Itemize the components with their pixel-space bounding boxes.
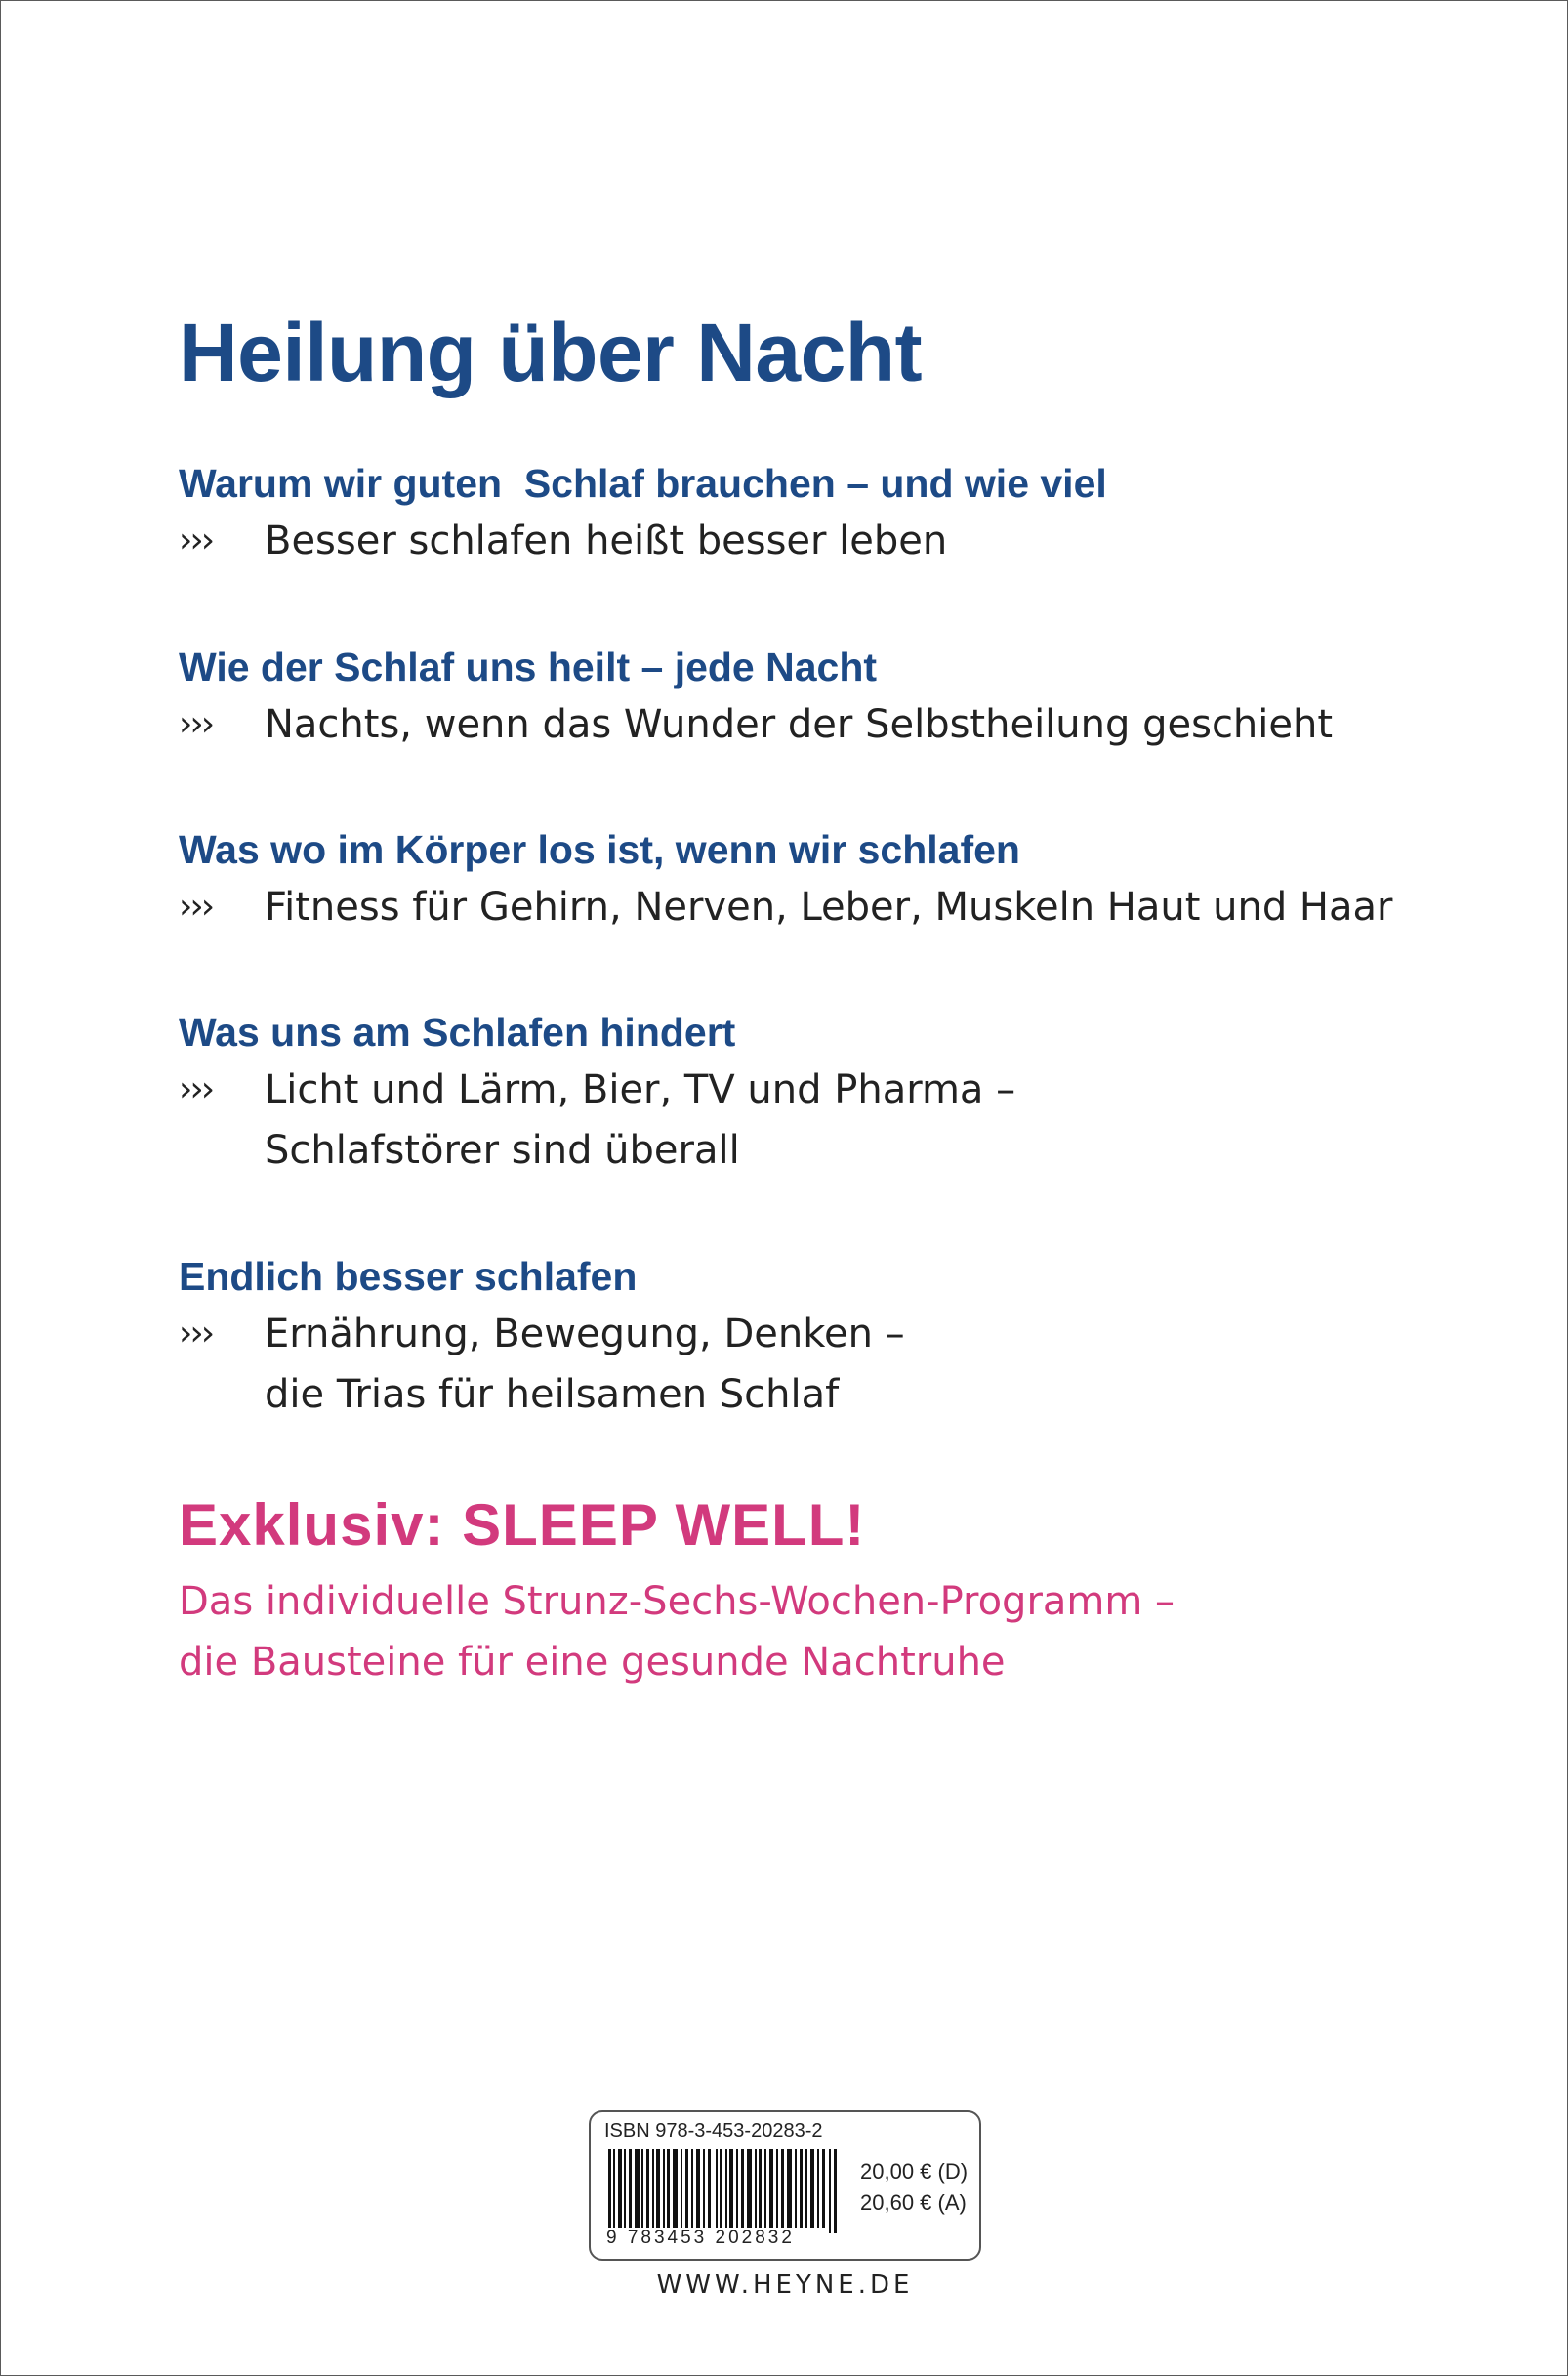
section-heading: Wie der Schlaf uns heilt – jede Nacht (179, 645, 878, 689)
publisher-website: WWW.HEYNE.DE (656, 2271, 914, 2300)
section-line: Fitness für Gehirn, Nerven, Leber, Muskeln Haut und Haar (265, 885, 1393, 930)
price-austria: 20,60 € (A) (860, 2190, 967, 2215)
section-heading: Warum wir guten Schlaf brauchen – und wie viel (179, 461, 1107, 506)
section-1 (179, 456, 1448, 571)
section-3 (179, 822, 1448, 938)
section-line: die Trias für heilsamen Schlaf (265, 1372, 840, 1417)
bullet-marker: ››› (179, 704, 213, 744)
section-body (179, 1304, 1448, 1425)
section-line: Schlafstörer sind überall (265, 1128, 740, 1173)
section-heading: Endlich besser schlafen (179, 1254, 638, 1299)
section-text (265, 877, 1392, 938)
section-line: Besser schlafen heißt besser leben (265, 519, 948, 563)
section-4 (179, 1005, 1448, 1181)
exclusive-line: Das individuelle Strunz-Sechs-Wochen-Programm – (179, 1579, 1176, 1624)
section-line: Licht und Lärm, Bier, TV und Pharma – (265, 1067, 1016, 1112)
section-body (179, 511, 1448, 571)
section-text (265, 694, 1333, 755)
bullet-marker: ››› (179, 1313, 213, 1354)
exclusive-heading: Exklusiv: SLEEP WELL! (179, 1492, 866, 1558)
section-heading: Was wo im Körper los ist, wenn wir schlafen (179, 827, 1020, 872)
barcode-icon (604, 2149, 848, 2233)
page-title: Heilung über Nacht (179, 307, 923, 398)
section-body (179, 1060, 1448, 1181)
barcode-digits: 9 783453 202832 (606, 2228, 795, 2248)
isbn-box (589, 2110, 981, 2261)
exclusive-line: die Bausteine für eine gesunde Nachtruhe (179, 1640, 1006, 1685)
bullet-marker: ››› (179, 521, 213, 561)
section-5 (179, 1249, 1448, 1425)
section-heading: Was uns am Schlafen hindert (179, 1010, 736, 1055)
bullet-marker: ››› (179, 1069, 213, 1109)
section-text (265, 1304, 905, 1425)
isbn-label: ISBN 978-3-453-20283-2 (604, 2120, 823, 2142)
section-2 (179, 640, 1448, 755)
bullet-marker: ››› (179, 887, 213, 927)
section-body (179, 877, 1448, 938)
section-line: Ernährung, Bewegung, Denken – (265, 1312, 905, 1356)
section-text (265, 511, 947, 571)
price-germany: 20,00 € (D) (860, 2159, 969, 2184)
exclusive-text (179, 1571, 1175, 1692)
section-line: Nachts, wenn das Wunder der Selbstheilung geschieht (265, 702, 1334, 747)
section-text (265, 1060, 1015, 1181)
section-body (179, 694, 1448, 755)
